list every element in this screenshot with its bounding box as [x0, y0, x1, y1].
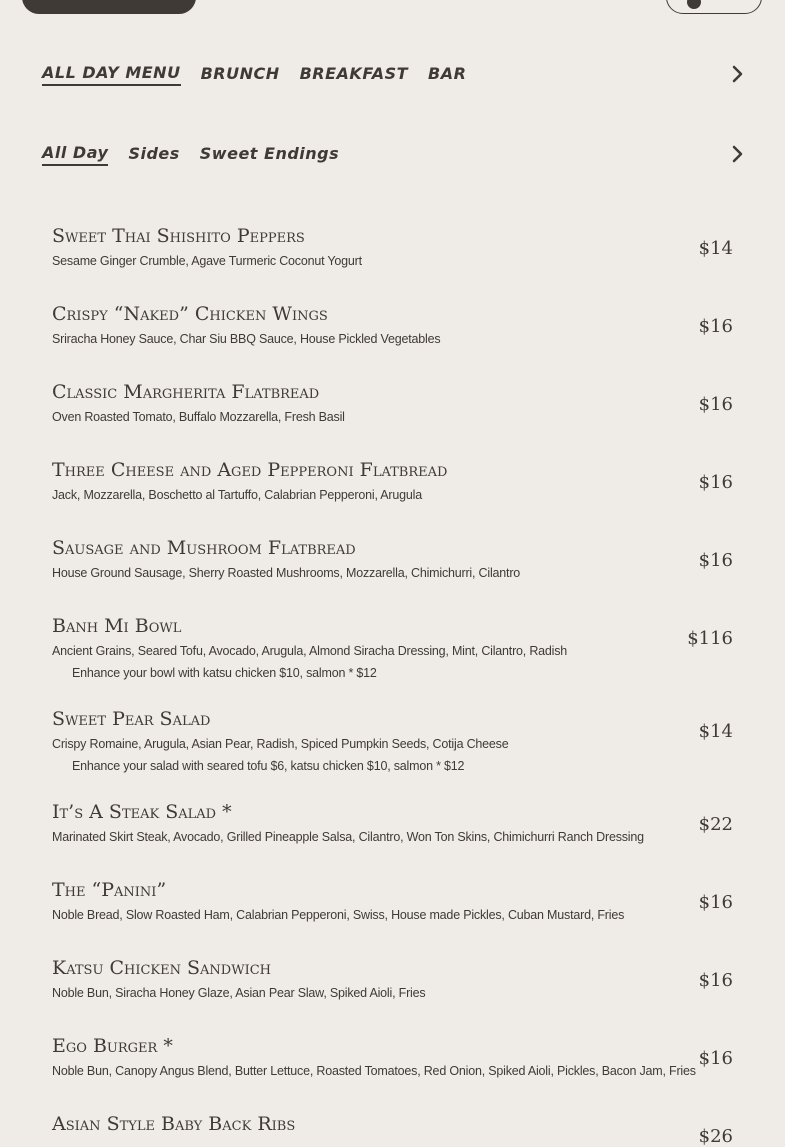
item-enhancement: Enhance your salad with seared tofu $6, katsu chicken $10, salmon * $12: [72, 759, 465, 773]
section-tabs: [42, 134, 749, 174]
item-description: Crispy Romaine, Arugula, Asian Pear, Radish, Spiced Pumpkin Seeds, Cotija Cheese: [52, 737, 509, 751]
chevron-right-icon[interactable]: [725, 62, 749, 86]
top-right-button[interactable]: [666, 0, 762, 14]
item-description: Sesame Ginger Crumble, Agave Turmeric Coconut Yogurt: [52, 254, 362, 268]
item-price: $26: [698, 1126, 733, 1147]
menu-item: [52, 224, 733, 270]
item-price: $16: [698, 316, 733, 337]
tab-bar[interactable]: BAR: [428, 63, 467, 83]
item-price: $116: [687, 628, 733, 649]
item-price: $14: [698, 238, 733, 259]
menu-item: [52, 800, 733, 846]
menu-item: [52, 380, 733, 426]
item-price: $16: [698, 550, 733, 571]
item-description: Jack, Mozzarella, Boschetto al Tartuffo, Calabrian Pepperoni, Arugula: [52, 488, 422, 502]
menu-item: [52, 1034, 733, 1080]
chevron-right-icon[interactable]: [725, 142, 749, 166]
tab-all-day-menu[interactable]: ALL DAY MENU: [42, 63, 181, 86]
menu-item: [52, 1112, 733, 1147]
item-description: Noble Bread, Slow Roasted Ham, Calabrian Pepperoni, Swiss, House made Pickles, Cuban Mustard, Fries: [52, 908, 625, 922]
item-name: Sweet Pear Salad: [52, 708, 211, 730]
item-name: Sweet Thai Shishito Peppers: [52, 225, 305, 247]
item-name: The “Panini”: [52, 879, 167, 901]
menu-tabs: [42, 54, 749, 94]
item-description: Oven Roasted Tomato, Buffalo Mozzarella, Fresh Basil: [52, 410, 345, 424]
menu-item: [52, 956, 733, 1002]
item-description: House Ground Sausage, Sherry Roasted Mushrooms, Mozzarella, Chimichurri, Cilantro: [52, 566, 521, 580]
item-description: Ancient Grains, Seared Tofu, Avocado, Arugula, Almond Siracha Dressing, Mint, Cilantro, Radish: [52, 644, 568, 658]
menu-item: [52, 878, 733, 924]
tab-breakfast[interactable]: BREAKFAST: [299, 63, 409, 83]
item-price: $16: [698, 394, 733, 415]
item-name: Banh Mi Bowl: [52, 615, 182, 637]
item-name: Asian Style Baby Back Ribs: [52, 1113, 296, 1135]
menu-item: [52, 614, 733, 682]
item-enhancement: Enhance your bowl with katsu chicken $10, salmon * $12: [72, 666, 377, 680]
item-name: Katsu Chicken Sandwich: [52, 957, 271, 979]
item-price: $16: [698, 970, 733, 991]
menu-item: [52, 458, 733, 504]
item-price: $16: [698, 1048, 733, 1069]
tab-sweet-endings[interactable]: Sweet Endings: [199, 143, 340, 163]
item-name: It’s A Steak Salad *: [52, 801, 232, 823]
menu-item: [52, 707, 733, 775]
item-name: Three Cheese and Aged Pepperoni Flatbread: [52, 459, 448, 481]
top-nav-button[interactable]: [22, 0, 196, 14]
item-price: $16: [698, 472, 733, 493]
tab-brunch[interactable]: BRUNCH: [200, 63, 280, 83]
tab-all-day[interactable]: All Day: [42, 143, 108, 166]
item-name: Crispy “Naked” Chicken Wings: [52, 303, 328, 325]
menu-item: [52, 536, 733, 582]
menu-item: [52, 302, 733, 348]
location-icon: [687, 0, 701, 9]
item-name: Sausage and Mushroom Flatbread: [52, 537, 356, 559]
item-name: Ego Burger *: [52, 1035, 173, 1057]
item-name: Classic Margherita Flatbread: [52, 381, 320, 403]
item-price: $14: [698, 721, 733, 742]
item-description: Noble Bun, Canopy Angus Blend, Butter Lettuce, Roasted Tomatoes, Red Onion, Spiked Aioli, Pickles, Bacon Jam, Fries: [52, 1064, 696, 1078]
tab-sides[interactable]: Sides: [128, 143, 180, 163]
item-price: $22: [698, 814, 733, 835]
item-description: Sriracha Honey Sauce, Char Siu BBQ Sauce, House Pickled Vegetables: [52, 332, 441, 346]
item-description: Marinated Skirt Steak, Avocado, Grilled Pineapple Salsa, Cilantro, Won Ton Skins, Chimichurri Ranch Dressing: [52, 830, 644, 844]
item-description: Noble Bun, Siracha Honey Glaze, Asian Pear Slaw, Spiked Aioli, Fries: [52, 986, 426, 1000]
item-price: $16: [698, 892, 733, 913]
